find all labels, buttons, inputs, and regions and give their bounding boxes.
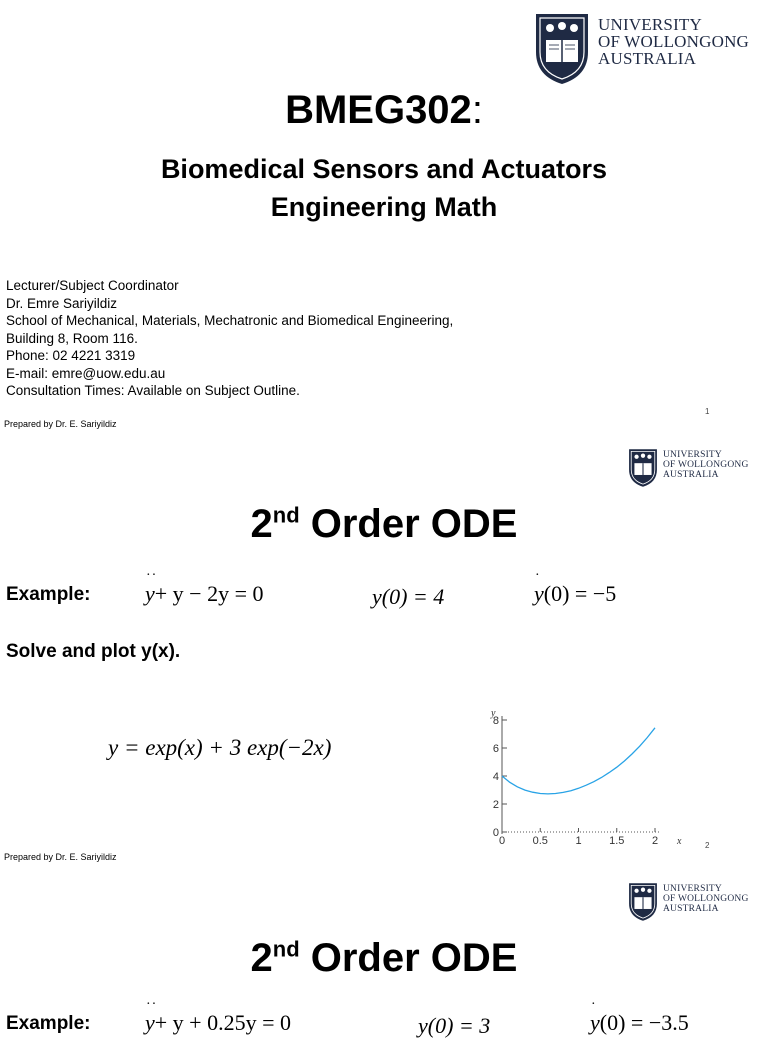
initial-condition-ydot xyxy=(534,581,616,607)
uow-crest-icon xyxy=(628,882,658,922)
ode-equation-rest: + y + 0.25y = 0 xyxy=(154,1010,291,1035)
title-number: 2 xyxy=(250,936,273,980)
instruction-text: Solve and plot y(x). xyxy=(6,641,181,662)
brand-line3: AUSTRALIA xyxy=(663,904,719,914)
y-double-dot: ·· y xyxy=(145,581,155,607)
brand-line2: OF WOLLONGONG xyxy=(598,32,750,51)
brand-line3: AUSTRALIA xyxy=(663,470,719,480)
solution-equation: y = exp(x) + 3 exp(−2x) xyxy=(108,735,332,760)
lecturer-line: Lecturer/Subject Coordinator xyxy=(6,278,179,293)
initial-condition-ydot-rest: (0) = −3.5 xyxy=(599,1010,689,1035)
lecturer-line: Phone: 02 4221 3319 xyxy=(6,348,136,363)
uow-logo-small xyxy=(628,448,763,488)
initial-condition-ydot-rest: (0) = −5 xyxy=(543,581,617,606)
course-code-text: BMEG302 xyxy=(285,88,472,132)
title-number: 2 xyxy=(250,502,273,546)
subtitle-line1: Biomedical Sensors and Actuators xyxy=(160,154,608,184)
y-dot: · y xyxy=(534,581,544,607)
y-double-dot: ·· y xyxy=(145,1010,155,1036)
y-tick-label: 6 xyxy=(492,743,499,755)
y-axis-label: y xyxy=(491,708,496,719)
series-line xyxy=(502,728,655,794)
ode-equation-rest: + y − 2y = 0 xyxy=(154,581,264,606)
brand-line2: OF WOLLONGONG xyxy=(663,894,749,904)
example-label: Example: xyxy=(6,584,91,605)
slide-1 xyxy=(0,0,768,436)
title-text: Order ODE xyxy=(299,502,518,546)
x-tick-label: 0.5 xyxy=(532,835,548,846)
slide2-title xyxy=(0,502,768,547)
lecturer-line: E-mail: emre@uow.edu.au xyxy=(6,365,166,381)
ode-equation xyxy=(145,581,264,607)
uow-logo xyxy=(534,12,764,86)
slide2-page-number: 2 xyxy=(705,841,710,850)
course-code-colon: : xyxy=(471,88,483,132)
uow-crest-icon xyxy=(628,448,658,488)
brand-line1: UNIVERSITY xyxy=(663,884,722,894)
uow-crest-icon xyxy=(534,12,590,86)
slide-2 xyxy=(0,436,768,870)
lecturer-line: School of Mechanical, Materials, Mechatronic and Biomedical Engineering, xyxy=(6,313,454,328)
y-tick-label: 0 xyxy=(492,827,499,839)
x-tick-label: 2 xyxy=(651,835,659,846)
slide3-title xyxy=(0,936,768,981)
y-dot: · y xyxy=(590,1010,600,1036)
x-axis-label: x xyxy=(677,836,682,846)
brand-line1: UNIVERSITY xyxy=(598,15,702,34)
x-tick-label: 0 xyxy=(498,835,506,846)
y-tick-label: 4 xyxy=(492,771,499,783)
ode-equation xyxy=(145,1010,291,1036)
x-tick-label: 1 xyxy=(575,835,582,846)
initial-condition-y: y(0) = 3 xyxy=(418,1013,491,1038)
y-tick-label: 2 xyxy=(492,799,499,811)
slide1-page-number: 1 xyxy=(705,407,710,416)
x-tick-label: 1.5 xyxy=(609,835,625,846)
solution-plot xyxy=(480,706,700,846)
initial-condition-y: y(0) = 4 xyxy=(372,584,445,609)
y-tick-label: 8 xyxy=(492,715,499,727)
course-code xyxy=(0,88,768,133)
slide1-footer: Prepared by Dr. E. Sariyildiz xyxy=(4,419,117,429)
slide-3 xyxy=(0,870,768,1038)
brand-line3: AUSTRALIA xyxy=(598,49,697,68)
lecturer-info xyxy=(6,277,453,400)
example-label: Example: xyxy=(6,1013,91,1034)
lecturer-line: Consultation Times: Available on Subject Outline. xyxy=(6,383,300,398)
brand-line2: OF WOLLONGONG xyxy=(663,460,749,470)
lecturer-line: Building 8, Room 116. xyxy=(6,330,138,346)
subtitle-line2: Engineering Math xyxy=(270,192,498,222)
lecturer-line: Dr. Emre Sariyildiz xyxy=(6,295,118,311)
title-text: Order ODE xyxy=(299,936,518,980)
title-superscript: nd xyxy=(272,502,300,528)
initial-condition-ydot xyxy=(590,1010,689,1036)
title-superscript: nd xyxy=(272,936,300,962)
uow-logo-small xyxy=(628,882,763,922)
brand-line1: UNIVERSITY xyxy=(663,450,722,460)
slide2-footer: Prepared by Dr. E. Sariyildiz xyxy=(4,852,117,862)
